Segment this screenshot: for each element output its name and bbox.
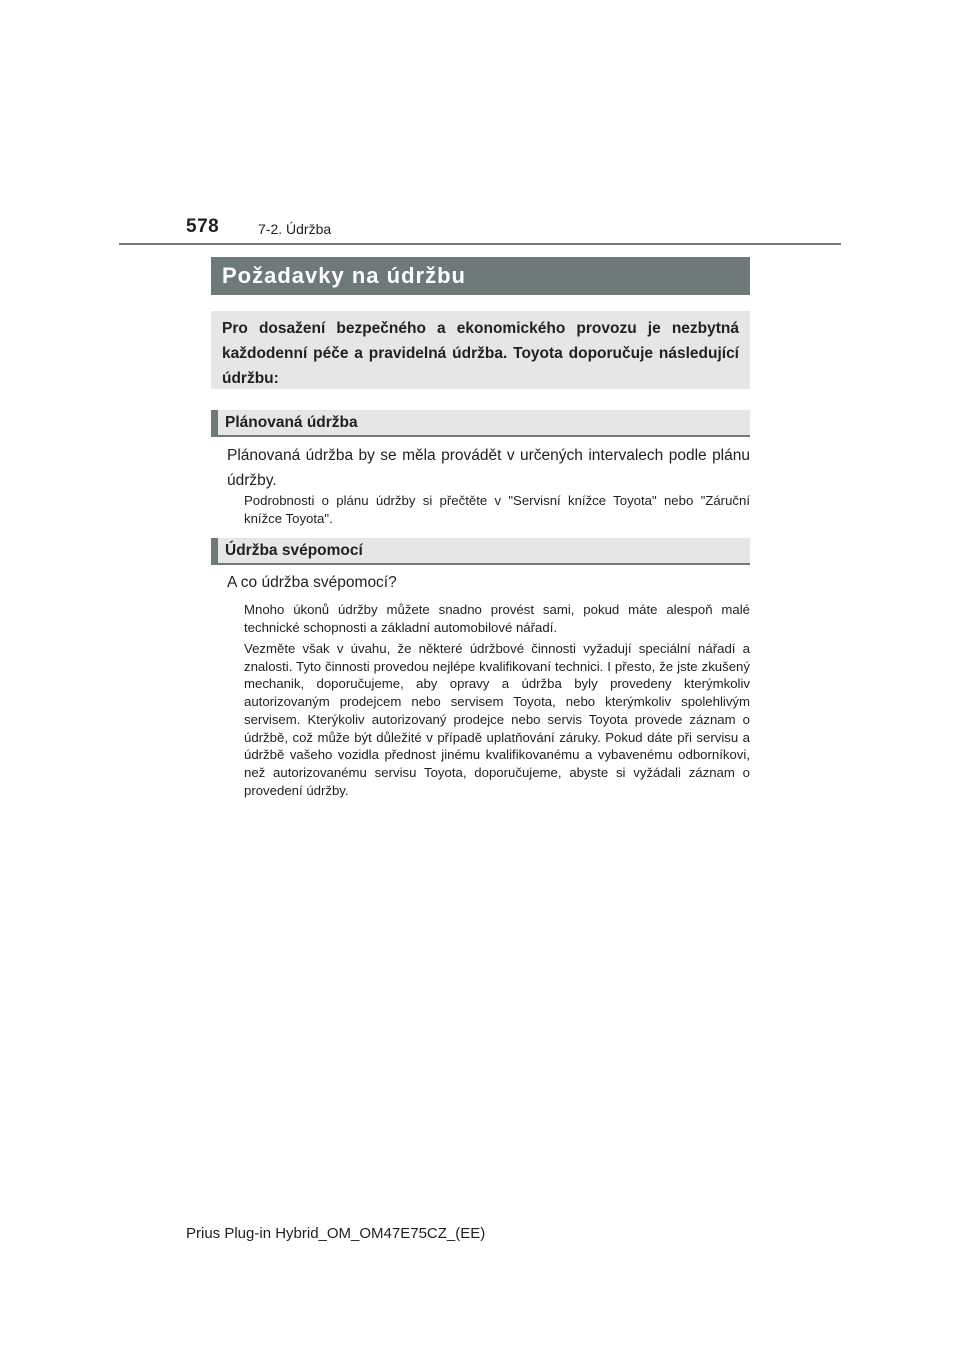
intro-box: Pro dosažení bezpečného a ekonomického provozu je nezbytná každodenní péče a pravidelná údržba. Toyota doporučuje následující údržbu:	[211, 311, 750, 389]
subheading-planned-maintenance: Plánovaná údržba	[211, 410, 750, 437]
section-reference: 7-2. Údržba	[258, 221, 332, 237]
page-title: Požadavky na údržbu	[211, 257, 750, 295]
page-number: 578	[186, 216, 220, 237]
paragraph-planned-maintenance: Plánovaná údržba by se měla provádět v určených intervalech podle plánu údržby.	[227, 447, 750, 489]
footer-document-id: Prius Plug-in Hybrid_OM_OM47E75CZ_(EE)	[186, 1225, 486, 1242]
header-rule	[119, 243, 841, 245]
note-planned-maintenance: Podrobnosti o plánu údržby si přečtěte v "Servisní knížce Toyota" nebo "Záruční knížce Toyota".	[244, 493, 750, 526]
subheading-self-maintenance: Údržba svépomocí	[211, 538, 750, 565]
note-self-maintenance-1: Mnoho úkonů údržby můžete snadno provést sami, pokud máte alespoň malé technické schopnosti a základní automobilové nářadí.	[244, 602, 750, 635]
note-self-maintenance-2: Vezměte však v úvahu, že některé údržbové činnosti vyžadují speciální nářadí a znalosti. Tyto činnosti provedou nejlépe kvalifikovaní technici. I přesto, že jste zkušený mechanik, doporučujeme, aby opravy a údržba byly provedeny kterýmkoliv autorizovaným prodejcem nebo servisem Toyota, nebo kterýmkoliv spolehlivým servisem. Kterýkoliv autorizovaný prodejce nebo servis Toyota provede záznam o údržbě, což může být důležité v případě uplatňování záruky. Pokud dáte při servisu a údržbě vašeho vozidla přednost jinému kvalifikovanému a vybavenému odborníkovi, než autorizovanému servisu Toyota, doporučujeme, abyste si vyžádali záznam o provedení údržby.	[244, 641, 750, 798]
paragraph-self-maintenance: A co údržba svépomocí?	[227, 574, 397, 591]
